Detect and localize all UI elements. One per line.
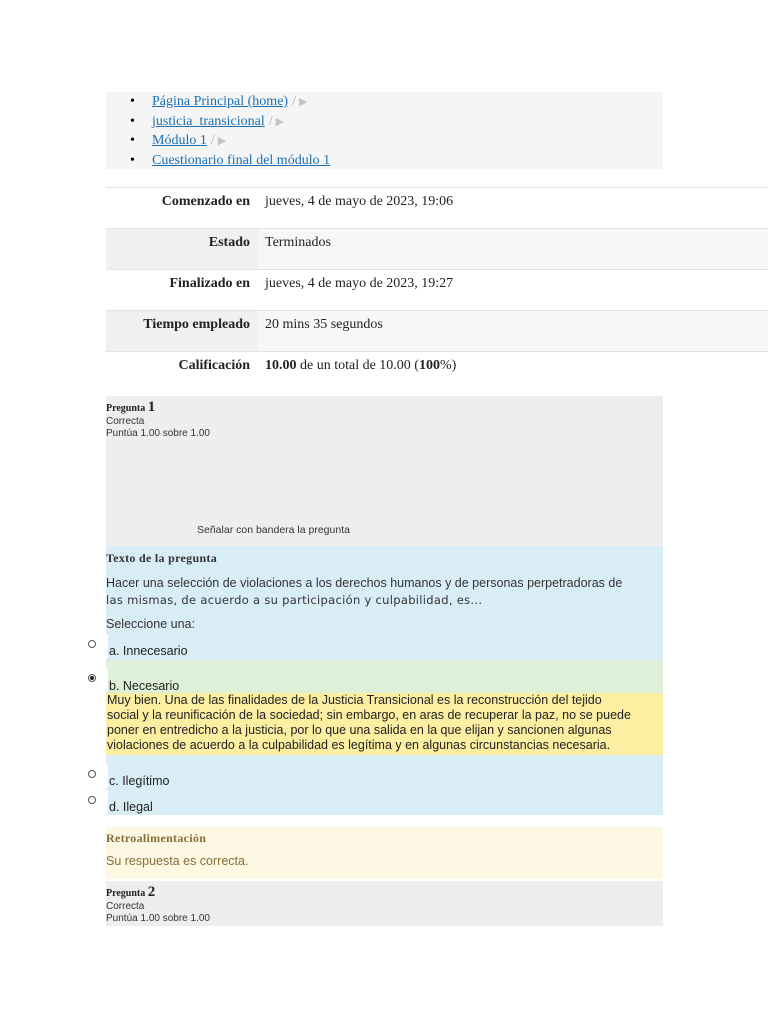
summary-value: jueves, 4 de mayo de 2023, 19:27: [258, 270, 768, 311]
question-prefix: Pregunta: [106, 403, 146, 414]
breadcrumb-link-course[interactable]: justicia_transicional: [152, 113, 265, 129]
summary-value: [258, 352, 768, 393]
breadcrumb-arrow-icon: ▶: [275, 115, 285, 128]
question-text-line: Hacer una selección de violaciones a los derechos humanos y de personas perpetradoras de: [106, 576, 623, 590]
option-a[interactable]: [106, 643, 663, 660]
feedback-line: poner en entredicho a la justicia, por lo que una salida en la que elijan y sancionen algunas: [107, 723, 612, 737]
general-feedback: [106, 827, 663, 879]
flag-question-link[interactable]: Señalar con bandera la pregunta: [197, 524, 350, 536]
question-text-line: las mismas, de acuerdo a su participación y culpabilidad, es...: [106, 593, 483, 607]
radio-circle-icon: [88, 796, 96, 804]
question-state: Correcta: [106, 901, 145, 912]
summary-value: 20 mins 35 segundos: [258, 311, 768, 352]
feedback-line: social y la reunificación de la sociedad; sin embargo, en aras de recuperar la paz, no se puede: [107, 708, 631, 722]
question-state: Correcta: [106, 416, 145, 427]
radio-circle-icon: [88, 770, 96, 778]
summary-label: Calificación: [106, 352, 258, 393]
breadcrumb-link-home[interactable]: Página Principal (home): [152, 94, 289, 109]
attempt-summary-table: [106, 187, 768, 393]
option-d-label: d. Ilegal: [109, 800, 153, 814]
option-c-label: c. Ilegítimo: [109, 774, 170, 788]
grade-percent: 100: [418, 358, 440, 373]
specific-feedback: [106, 693, 663, 755]
grade-total-text: de un total de 10.00 (: [296, 358, 419, 373]
summary-row-finished: [106, 270, 768, 311]
grade-percent-suffix: %): [439, 358, 457, 373]
select-one-prompt: Seleccione una:: [106, 617, 195, 631]
question-number-value: 1: [147, 399, 156, 415]
feedback-heading: Retroalimentación: [106, 831, 207, 845]
summary-value: Terminados: [258, 229, 768, 270]
feedback-line: violaciones de acuerdo a la culpabilidad es legítima y en algunas circunstancias necesaria.: [107, 738, 611, 752]
radio-circle-icon: [88, 640, 96, 648]
option-d-radio[interactable]: [82, 790, 108, 814]
summary-label: Tiempo empleado: [106, 311, 258, 352]
summary-row-started: [106, 188, 768, 229]
summary-label: Estado: [106, 229, 258, 270]
summary-value: jueves, 4 de mayo de 2023, 19:06: [258, 188, 768, 229]
option-b[interactable]: [106, 660, 663, 693]
breadcrumb-item-home: [152, 92, 663, 112]
breadcrumb-separator: /: [292, 94, 296, 109]
question-text: [106, 575, 658, 609]
question-text-heading: Texto de la pregunta: [106, 551, 218, 565]
option-c[interactable]: [106, 774, 663, 791]
summary-row-time-taken: [106, 311, 768, 352]
breadcrumb-arrow-icon: ▶: [217, 135, 227, 147]
breadcrumb-item-course: [152, 112, 663, 132]
breadcrumb-link-module[interactable]: Módulo 1: [152, 133, 207, 148]
option-b-label: b. Necesario: [109, 679, 180, 693]
question-number-value: 2: [147, 884, 156, 900]
question-number: [106, 399, 155, 416]
question-grade: Puntúa 1.00 sobre 1.00: [106, 913, 210, 924]
option-b-radio[interactable]: [82, 668, 108, 692]
breadcrumb-link-quiz[interactable]: Cuestionario final del módulo 1: [152, 152, 331, 168]
breadcrumb-arrow-icon: ▶: [298, 96, 308, 108]
summary-label: Finalizado en: [106, 270, 258, 311]
option-a-label: a. Innecesario: [109, 644, 188, 658]
breadcrumb-separator: /: [268, 113, 273, 129]
question-grade: Puntúa 1.00 sobre 1.00: [106, 428, 210, 439]
option-c-radio[interactable]: [82, 764, 108, 788]
option-a-radio[interactable]: [82, 634, 108, 658]
question-2-info: [106, 881, 663, 926]
breadcrumb: [106, 92, 663, 169]
question-number: [106, 884, 155, 901]
breadcrumb-item-quiz: [152, 151, 663, 171]
option-d[interactable]: [106, 800, 663, 815]
breadcrumb-separator: /: [210, 133, 215, 148]
summary-label: Comenzado en: [106, 188, 258, 229]
feedback-message: Su respuesta es correcta.: [106, 854, 249, 868]
radio-selected-dot-icon: [90, 676, 94, 680]
summary-row-grade: [106, 352, 768, 393]
feedback-line: Muy bien. Una de las finalidades de la Justicia Transicional es la reconstrucción del tejido: [107, 693, 602, 707]
grade-value: 10.00: [265, 358, 297, 373]
summary-row-state: [106, 229, 768, 270]
breadcrumb-item-module: [152, 131, 663, 151]
question-1-info: [106, 396, 663, 546]
question-prefix: Pregunta: [106, 888, 146, 899]
